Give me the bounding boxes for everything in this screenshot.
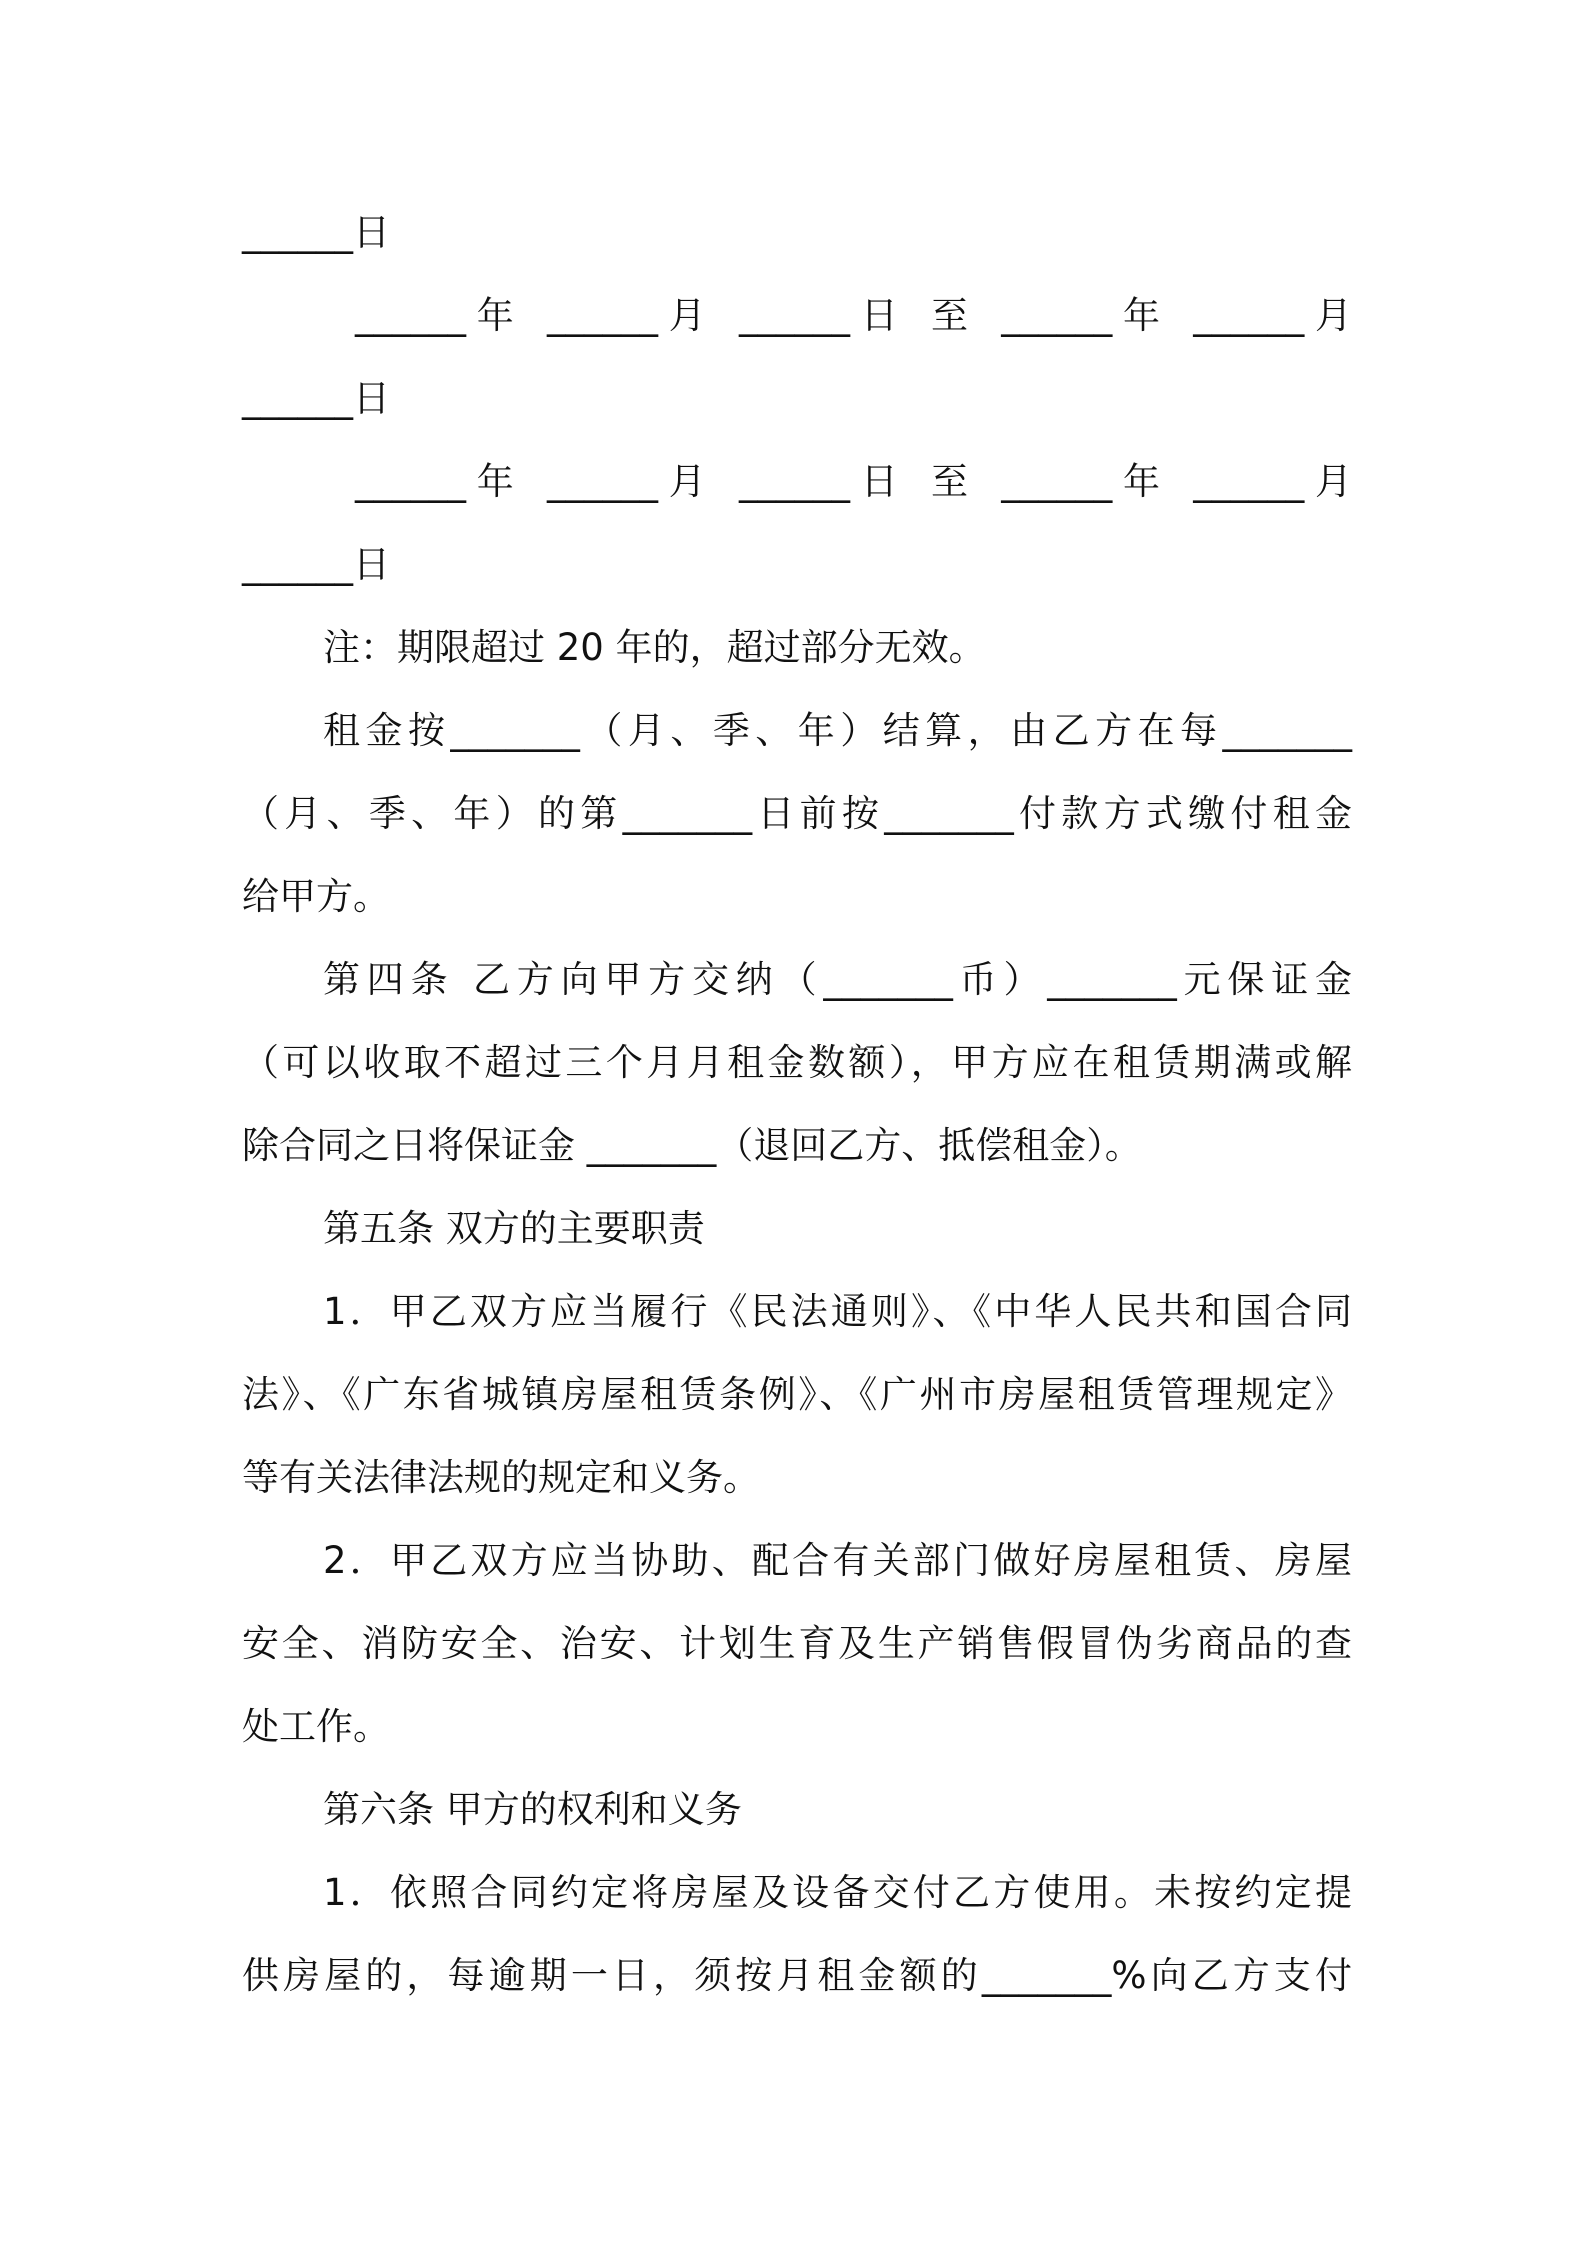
text-line: （月、季、年）的第_______日前按_______付款方式缴付租金 (242, 792, 1352, 835)
text-line: ______年 ______月 ______日 至 ______年 ______月 (355, 460, 1352, 503)
article-heading-5: 第五条 双方的主要职责 (323, 1207, 705, 1250)
text-line: 安全、消防安全、治安、计划生育及生产销售假冒伪劣商品的查 (242, 1622, 1352, 1665)
text-line: 处工作。 (242, 1705, 390, 1748)
text-line: ______年 ______月 ______日 至 ______年 ______月 (355, 294, 1352, 337)
text-line: 2．甲乙双方应当协助、配合有关部门做好房屋租赁、房屋 (323, 1539, 1352, 1582)
text-line: 供房屋的，每逾期一日，须按月租金额的_______%向乙方支付 (242, 1954, 1352, 1997)
text-line: （可以收取不超过三个月月租金数额），甲方应在租赁期满或解 (242, 1041, 1352, 1084)
text-line: 除合同之日将保证金 _______（退回乙方、抵偿租金）。 (242, 1124, 1142, 1167)
text-line: ______日 (242, 377, 390, 420)
text-line: 1．依照合同约定将房屋及设备交付乙方使用。未按约定提 (323, 1871, 1352, 1914)
text-line: 等有关法律法规的规定和义务。 (242, 1456, 760, 1499)
text-line: ______日 (242, 543, 390, 586)
text-line: ______日 (242, 211, 390, 254)
article-heading-4: 第四条 乙方向甲方交纳（_______币）_______元保证金 (323, 958, 1352, 1001)
text-line: 给甲方。 (242, 875, 390, 918)
article-heading-6: 第六条 甲方的权利和义务 (323, 1788, 742, 1831)
text-line: 租金按_______（月、季、年）结算，由乙方在每_______ (323, 709, 1352, 752)
text-line: 1．甲乙双方应当履行《民法通则》、《中华人民共和国合同 (323, 1290, 1352, 1333)
text-line: 法》、《广东省城镇房屋租赁条例》、《广州市房屋租赁管理规定》 (242, 1373, 1352, 1416)
note-line: 注：期限超过 20 年的，超过部分无效。 (323, 626, 986, 669)
